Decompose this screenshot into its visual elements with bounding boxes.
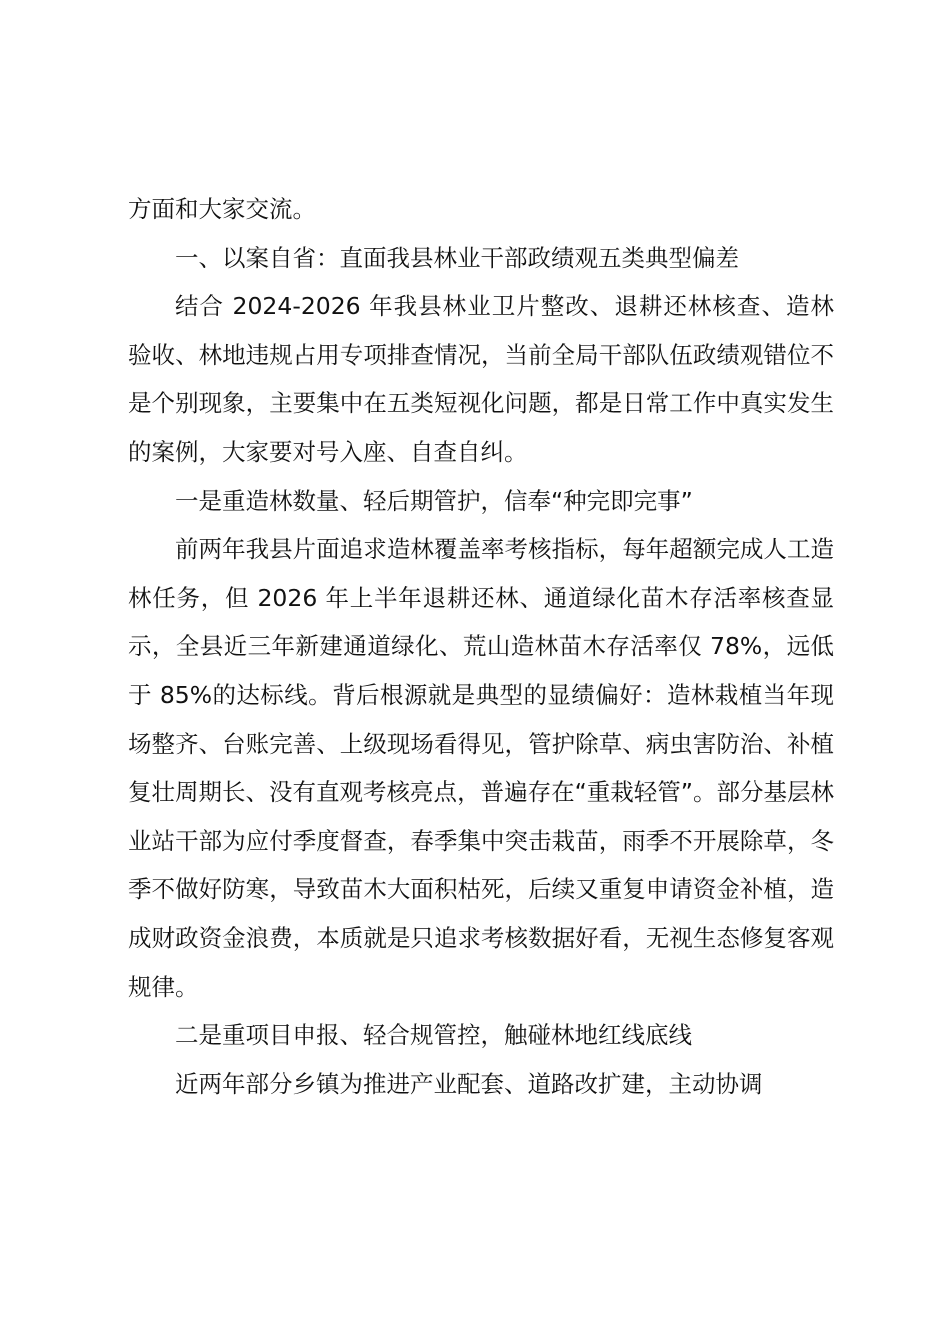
- document-body: [128, 185, 834, 1108]
- body-paragraph: 前两年我县片面追求造林覆盖率考核指标，每年超额完成人工造林任务，但 2026 年上半年退耕还林、通道绿化苗木存活率核查显示，全县近三年新建通道绿化、荒山造林苗木存活率仅 78%，远低于 85%的达标线。背后根源就是典型的显绩偏好：造林栽植当年现场整齐、台账完善、上级现场看得见，管护除草、病虫害防治、补植复壮周期长、没有直观考核亮点，普遍存在“重栽轻管”。部分基层林业站干部为应付季度督查，春季集中突击栽苗，雨季不开展除草，冬季不做好防寒，导致苗木大面积枯死，后续又重复申请资金补植，造成财政资金浪费，本质就是只追求考核数据好看，无视生态修复客观规律。: [128, 535, 834, 1001]
- section-heading: 一、以案自省：直面我县林业干部政绩观五类典型偏差: [175, 243, 739, 272]
- paragraph-continuation: 方面和大家交流。: [128, 195, 316, 223]
- subsection-heading: 二是重项目申报、轻合规管控，触碰林地红线底线: [175, 1021, 692, 1050]
- body-paragraph: 近两年部分乡镇为推进产业配套、道路改扩建，主动协调: [175, 1069, 763, 1098]
- subsection-heading: 一是重造林数量、轻后期管护，信奉“种完即完事”: [175, 486, 693, 515]
- body-paragraph: 结合 2024-2026 年我县林业卫片整改、退耕还林核查、造林验收、林地违规占用专项排查情况，当前全局干部队伍政绩观错位不是个别现象，主要集中在五类短视化问题，都是日常工作中真实发生的案例，大家要对号入座、自查自纠。: [128, 292, 834, 466]
